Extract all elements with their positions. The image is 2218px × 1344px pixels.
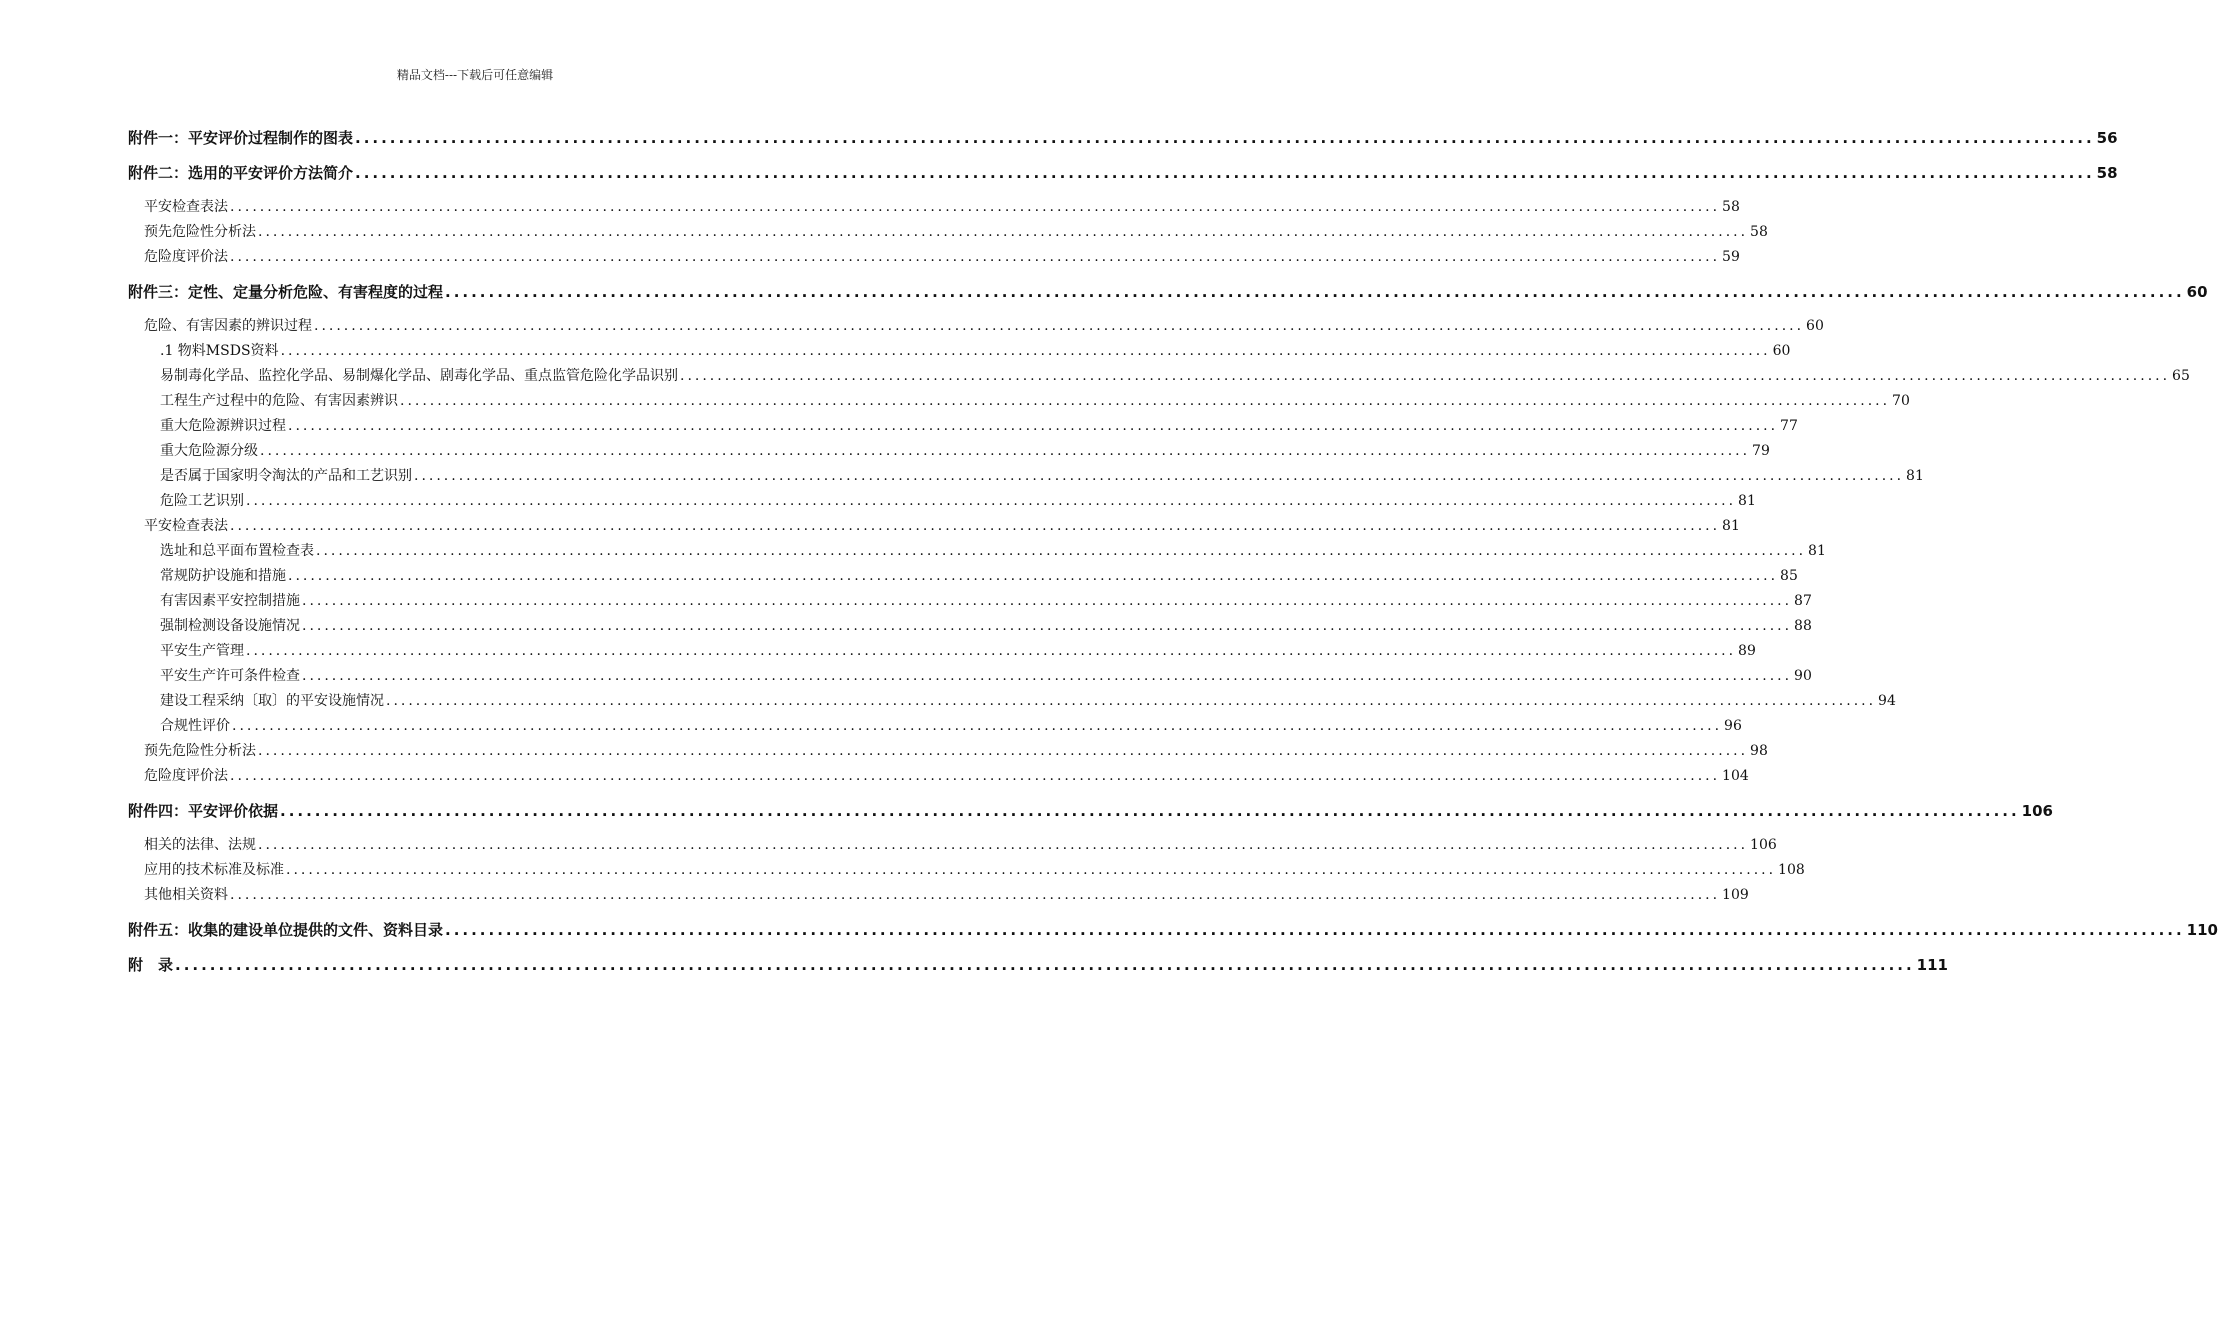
toc-dot-leader: ........................................................................................................................................................................................................ <box>230 249 1721 265</box>
toc-entry[interactable] <box>128 195 1740 220</box>
toc-entry-page: 106 <box>1750 837 1777 853</box>
toc-entry[interactable] <box>128 314 1824 339</box>
toc-dot-leader: ........................................................................................................................................................................................................ <box>386 693 1877 709</box>
toc-entry-page: 60 <box>1772 343 1791 359</box>
toc-entry-page: 106 <box>2021 802 2053 820</box>
toc-entry-title: 相关的法律、法规 <box>144 837 256 853</box>
toc-entry-page: 79 <box>1752 443 1770 459</box>
toc-entry-title: 平安检查表法 <box>144 199 228 215</box>
toc-dot-leader: ........................................................................................................................................................................................................ <box>445 921 2185 939</box>
toc-dot-leader: ........................................................................................................................................................................................................ <box>680 368 2171 384</box>
toc-entry-page: 88 <box>1794 618 1812 634</box>
toc-entry[interactable] <box>128 918 2218 943</box>
toc-entry-page: 77 <box>1780 418 1798 434</box>
toc-entry[interactable] <box>128 664 1812 689</box>
toc-entry-page: 65 <box>2172 368 2190 384</box>
toc-entry-title: 其他相关资料 <box>144 887 228 903</box>
toc-entry-page: 60 <box>2186 283 2208 301</box>
toc-dot-leader: ........................................................................................................................................................................................................ <box>246 493 1737 509</box>
toc-entry-page: 58 <box>2096 164 2118 182</box>
toc-dot-leader: ........................................................................................................................................................................................................ <box>280 343 1771 359</box>
toc-dot-leader: ........................................................................................................................................................................................................ <box>258 837 1749 853</box>
toc-entry[interactable] <box>128 953 1948 978</box>
toc-entry-page: 81 <box>1722 518 1740 534</box>
toc-entry-title: 合规性评价 <box>160 718 230 734</box>
toc-dot-leader: ........................................................................................................................................................................................................ <box>355 164 2095 182</box>
toc-dot-leader: ........................................................................................................................................................................................................ <box>258 224 1749 240</box>
toc-entry[interactable] <box>128 833 1777 858</box>
toc-entry-page: 60 <box>1806 318 1824 334</box>
toc-dot-leader: ........................................................................................................................................................................................................ <box>314 318 1805 334</box>
toc-entry-title: .1 物料MSDS资料 <box>160 343 279 359</box>
toc-entry-title: 重大危险源分级 <box>160 443 258 459</box>
toc-entry-title: 预先危险性分析法 <box>144 743 256 759</box>
toc-entry-page: 70 <box>1892 393 1910 409</box>
toc-dot-leader: ........................................................................................................................................................................................................ <box>286 862 1777 878</box>
toc-entry[interactable] <box>128 161 2118 186</box>
toc-dot-leader: ........................................................................................................................................................................................................ <box>400 393 1891 409</box>
toc-entry[interactable] <box>128 639 1756 664</box>
toc-entry-title: 平安生产许可条件检查 <box>160 668 300 684</box>
toc-dot-leader: ........................................................................................................................................................................................................ <box>445 283 2185 301</box>
toc-entry-page: 58 <box>1750 224 1768 240</box>
toc-entry-page: 59 <box>1722 249 1740 265</box>
toc-entry-page: 90 <box>1794 668 1812 684</box>
toc-dot-leader: ........................................................................................................................................................................................................ <box>258 743 1749 759</box>
toc-entry-page: 110 <box>2186 921 2218 939</box>
toc-entry-title: 预先危险性分析法 <box>144 224 256 240</box>
toc-entry-title: 危险度评价法 <box>144 768 228 784</box>
toc-entry-title: 常规防护设施和措施 <box>160 568 286 584</box>
toc-entry[interactable] <box>128 339 1791 364</box>
toc-entry-title: 危险度评价法 <box>144 249 228 265</box>
toc-dot-leader: ........................................................................................................................................................................................................ <box>230 768 1721 784</box>
toc-entry-page: 96 <box>1724 718 1742 734</box>
toc-entry[interactable] <box>128 464 1924 489</box>
toc-entry-page: 89 <box>1738 643 1756 659</box>
toc-entry-title: 平安检查表法 <box>144 518 228 534</box>
toc-entry[interactable] <box>128 858 1805 883</box>
toc-entry-title: 有害因素平安控制措施 <box>160 593 300 609</box>
toc-entry[interactable] <box>128 280 2208 305</box>
toc-entry[interactable] <box>128 539 1826 564</box>
toc-entry-title: 危险工艺识别 <box>160 493 244 509</box>
toc-entry-title: 选址和总平面布置检查表 <box>160 543 314 559</box>
toc-entry[interactable] <box>128 714 1742 739</box>
toc-dot-leader: ........................................................................................................................................................................................................ <box>302 618 1793 634</box>
toc-dot-leader: ........................................................................................................................................................................................................ <box>246 643 1737 659</box>
toc-entry-title: 是否属于国家明令淘汰的产品和工艺识别 <box>160 468 412 484</box>
toc-dot-leader: ........................................................................................................................................................................................................ <box>288 418 1779 434</box>
toc-entry-page: 94 <box>1878 693 1896 709</box>
toc-entry-title: 建设工程采纳〔取〕的平安设施情况 <box>160 693 384 709</box>
toc-entry-page: 81 <box>1808 543 1826 559</box>
toc-entry[interactable] <box>128 220 1768 245</box>
toc-entry-title: 应用的技术标准及标准 <box>144 862 284 878</box>
toc-dot-leader: ........................................................................................................................................................................................................ <box>230 199 1721 215</box>
toc-entry[interactable] <box>128 689 1896 714</box>
toc-entry[interactable] <box>128 126 2118 151</box>
toc-entry-page: 109 <box>1722 887 1749 903</box>
toc-entry-page: 81 <box>1738 493 1756 509</box>
toc-dot-leader: ........................................................................................................................................................................................................ <box>260 443 1751 459</box>
toc-entry[interactable] <box>128 739 1768 764</box>
toc-entry-page: 81 <box>1906 468 1924 484</box>
toc-dot-leader: ........................................................................................................................................................................................................ <box>302 593 1793 609</box>
toc-entry-title: 工程生产过程中的危险、有害因素辨识 <box>160 393 398 409</box>
toc-entry-page: 104 <box>1722 768 1749 784</box>
toc-dot-leader: ........................................................................................................................................................................................................ <box>175 956 1915 974</box>
toc-entry[interactable] <box>128 364 2190 389</box>
toc-dot-leader: ........................................................................................................................................................................................................ <box>230 518 1721 534</box>
toc-entry-title: 附件一：平安评价过程制作的图表 <box>128 129 354 147</box>
toc-entry[interactable] <box>128 439 1770 464</box>
toc-entry-title: 附件二：选用的平安评价方法简介 <box>128 164 354 182</box>
toc-entry-page: 56 <box>2096 129 2118 147</box>
toc-entry-page: 58 <box>1722 199 1740 215</box>
toc-dot-leader: ........................................................................................................................................................................................................ <box>288 568 1779 584</box>
toc-entry-page: 87 <box>1794 593 1812 609</box>
toc-dot-leader: ........................................................................................................................................................................................................ <box>414 468 1905 484</box>
table-of-contents <box>128 126 2218 978</box>
toc-entry-title: 附件四：平安评价依据 <box>128 802 279 820</box>
toc-entry[interactable] <box>128 589 1812 614</box>
toc-entry-title: 平安生产管理 <box>160 643 244 659</box>
toc-entry[interactable] <box>128 564 1798 589</box>
toc-entry-title: 强制检测设备设施情况 <box>160 618 300 634</box>
toc-dot-leader: ........................................................................................................................................................................................................ <box>355 129 2095 147</box>
page-header: 精品文档---下载后可任意编辑 <box>396 68 554 82</box>
toc-entry[interactable] <box>128 764 1749 789</box>
toc-dot-leader: ........................................................................................................................................................................................................ <box>230 887 1721 903</box>
toc-entry-title: 附件三：定性、定量分析危险、有害程度的过程 <box>128 283 444 301</box>
toc-entry-title: 重大危险源辨识过程 <box>160 418 286 434</box>
toc-entry-page: 111 <box>1916 956 1948 974</box>
toc-entry[interactable] <box>128 883 1749 908</box>
toc-entry-page: 85 <box>1780 568 1798 584</box>
toc-dot-leader: ........................................................................................................................................................................................................ <box>280 802 2020 820</box>
toc-entry[interactable] <box>128 614 1812 639</box>
toc-entry[interactable] <box>128 514 1740 539</box>
toc-entry[interactable] <box>128 799 2053 824</box>
toc-entry-title: 附 录 <box>128 956 174 974</box>
toc-dot-leader: ........................................................................................................................................................................................................ <box>316 543 1807 559</box>
toc-entry-title: 附件五：收集的建设单位提供的文件、资料目录 <box>128 921 444 939</box>
toc-entry[interactable] <box>128 414 1798 439</box>
toc-entry-title: 危险、有害因素的辨识过程 <box>144 318 312 334</box>
toc-entry[interactable] <box>128 389 1910 414</box>
toc-entry[interactable] <box>128 245 1740 270</box>
toc-entry-title: 易制毒化学品、监控化学品、易制爆化学品、剧毒化学品、重点监管危险化学品识别 <box>160 368 678 384</box>
toc-entry[interactable] <box>128 489 1756 514</box>
toc-entry-page: 98 <box>1750 743 1768 759</box>
toc-dot-leader: ........................................................................................................................................................................................................ <box>232 718 1723 734</box>
toc-entry-page: 108 <box>1778 862 1805 878</box>
toc-dot-leader: ........................................................................................................................................................................................................ <box>302 668 1793 684</box>
